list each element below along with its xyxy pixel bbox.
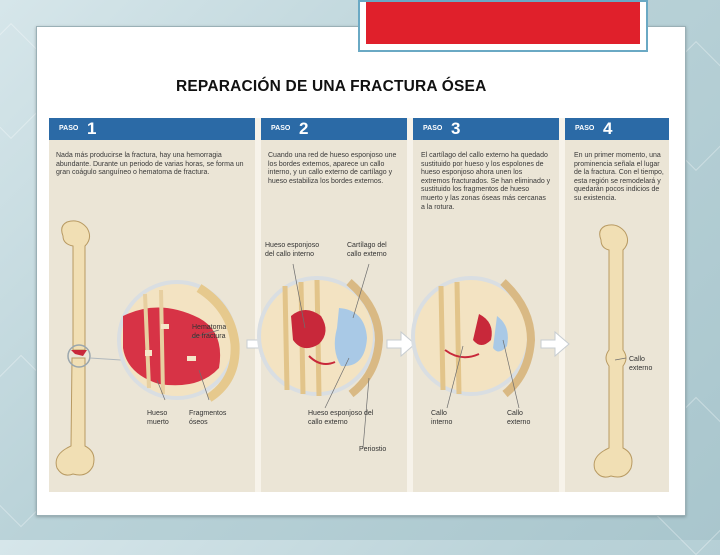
label-callo-externo-step-4: Callo externo xyxy=(629,356,653,372)
healed-femur xyxy=(594,225,632,477)
step-2-paso: PASO xyxy=(271,125,291,132)
step-2-description: Cuando una red de hueso esponjoso une los bordes externos, aparece un callo interno, y un callo externo de cartílago y hueso estabiliza los bordes externos. xyxy=(268,152,397,185)
step-3-magnified-view xyxy=(413,278,531,394)
fracture-repair-figure xyxy=(49,118,669,492)
step-2-number: 2 xyxy=(299,119,309,138)
red-accent-block xyxy=(366,2,640,44)
label-hueso-esponjoso-callo-interno: Hueso esponjoso del callo interno xyxy=(265,242,320,258)
label-hematoma-de-fractura: Hematoma de fractura xyxy=(192,324,227,340)
step-4-paso: PASO xyxy=(575,125,595,132)
step-1-paso: PASO xyxy=(59,125,79,132)
label-callo-interno: Callo interno xyxy=(431,410,453,426)
label-callo-externo-step-3: Callo externo xyxy=(507,410,531,426)
step-2-magnified-view xyxy=(259,278,379,396)
step-1-description: Nada más producirse la fractura, hay una hemorragia abundante. Durante un periodo de varias horas, se forma un gran coágulo sanguíneo o hematoma de fractura. xyxy=(56,152,244,177)
step-4-description: En un primer momento, una prominencia señala el lugar de la fractura. Con el tiempo, esta región se remodelará y quedarán pocos indicios de su existencia. xyxy=(574,152,664,202)
title-accent-tab xyxy=(358,0,648,52)
step-1-number: 1 xyxy=(87,119,97,138)
slide-title: REPARACIÓN DE UNA FRACTURA ÓSEA xyxy=(176,78,487,95)
fracture-illustration xyxy=(49,118,669,492)
label-hueso-esponjoso-callo-externo: Hueso esponjoso del callo externo xyxy=(308,410,374,426)
fractured-femur xyxy=(56,221,94,475)
fracture-bleed xyxy=(71,350,87,356)
step-4-number: 4 xyxy=(603,119,613,138)
step-3-description: El cartílago del callo externo ha quedado sustituido por hueso y los espolones de hueso esponjoso ahora unen los extremos fracturados. Se han eliminado y sustituido los fragmentos de hueso muerto y las zonas óseas más cercanas a la rotura. xyxy=(421,152,551,211)
label-cartilago-callo-externo: Cartílago del callo externo xyxy=(347,242,387,258)
arrow-icon xyxy=(387,332,415,356)
step-3-number: 3 xyxy=(451,119,461,138)
label-hueso-muerto: Hueso muerto xyxy=(147,410,169,426)
step-3-paso: PASO xyxy=(423,125,443,132)
arrow-icon xyxy=(541,332,569,356)
label-fragmentos-oseos: Fragmentos óseos xyxy=(189,410,227,426)
label-periostio: Periostio xyxy=(359,446,387,453)
